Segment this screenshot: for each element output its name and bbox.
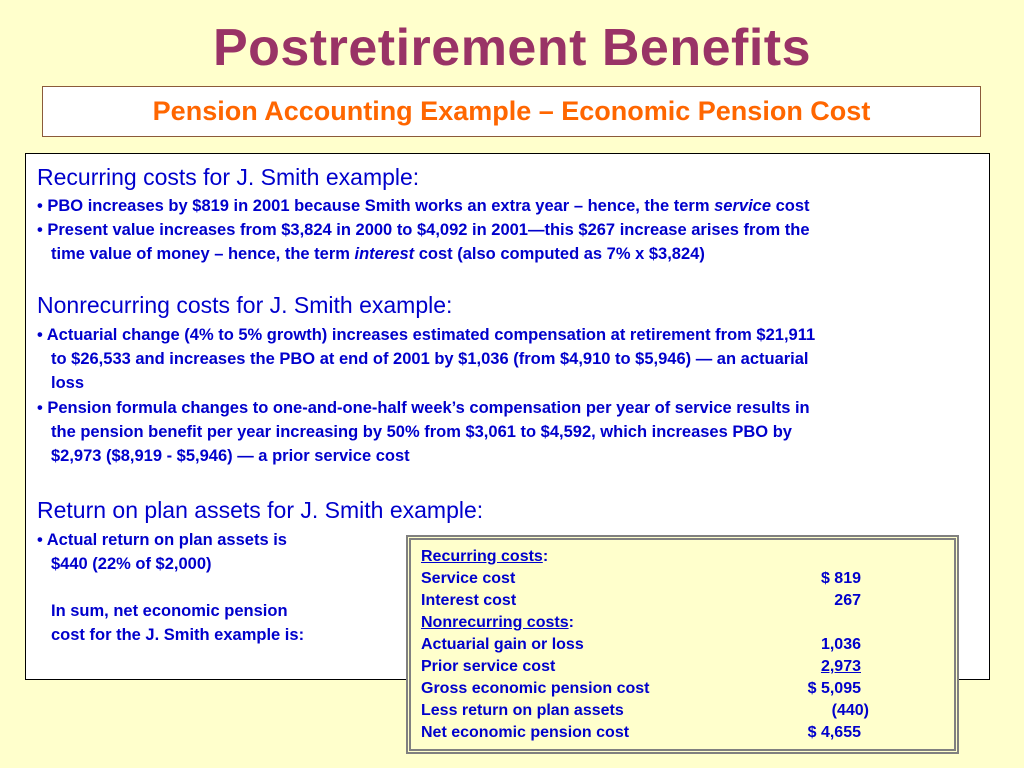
row-value: 267 bbox=[834, 592, 861, 609]
subtitle-box bbox=[42, 86, 981, 137]
table-row bbox=[421, 570, 861, 592]
recurring-bullet-1-text: • PBO increases by $819 in 2001 because Smith works an extra year – hence, the term bbox=[37, 197, 715, 215]
recurring-bullet-2-cont bbox=[51, 242, 705, 266]
return-heading: Return on plan assets for J. Smith example: bbox=[37, 497, 484, 523]
table-row bbox=[421, 592, 861, 614]
recurring-bullet-1-tail: cost bbox=[771, 197, 810, 215]
recurring-bullet-2-tail: cost (also computed as 7% x $3,824) bbox=[414, 245, 705, 263]
row-value: $ 5,095 bbox=[807, 680, 861, 697]
table-row bbox=[421, 724, 861, 746]
row-label: Gross economic pension cost bbox=[421, 680, 650, 697]
return-line-1: • Actual return on plan assets is bbox=[37, 531, 287, 549]
row-label: Prior service cost bbox=[421, 658, 556, 675]
row-label: Less return on plan assets bbox=[421, 702, 624, 719]
nonrecurring-bullet-1-l3: loss bbox=[51, 374, 85, 392]
cost-summary-table bbox=[406, 535, 959, 754]
recurring-bullet-2: • Present value increases from $3,824 in 2000 to $4,092 in 2001—this $267 increase arises from the bbox=[37, 221, 810, 239]
row-value: 2,973 bbox=[820, 658, 861, 675]
table-row-nonrecurring-header bbox=[421, 614, 861, 636]
row-value bbox=[820, 702, 869, 720]
return-line-2: $440 (22% of $2,000) bbox=[51, 555, 212, 573]
table-header: Recurring costs: bbox=[421, 548, 549, 565]
table-row bbox=[421, 702, 869, 724]
row-value: $ 4,655 bbox=[807, 724, 861, 741]
table-header: Nonrecurring costs: bbox=[421, 614, 574, 631]
slide-subtitle: Pension Accounting Example – Economic Pension Cost bbox=[152, 96, 871, 126]
nonrecurring-bullet-1-l2: to $26,533 and increases the PBO at end of 2001 by $1,036 (from $4,910 to $5,946) — an actuarial bbox=[51, 350, 809, 368]
table-row bbox=[421, 680, 861, 702]
table-row bbox=[421, 658, 861, 680]
recurring-bullet-1 bbox=[37, 194, 810, 218]
slide-title: Postretirement Benefits bbox=[212, 19, 812, 77]
recurring-bullet-2-text: time value of money – hence, the term bbox=[51, 245, 355, 263]
row-value: $ 819 bbox=[820, 570, 861, 587]
table-row bbox=[421, 636, 861, 658]
row-value: 1,036 bbox=[820, 636, 861, 653]
row-label: Actuarial gain or loss bbox=[421, 636, 584, 653]
summary-line-1: In sum, net economic pension bbox=[51, 602, 288, 620]
nonrecurring-header-text: Nonrecurring costs bbox=[421, 614, 569, 631]
row-label: Interest cost bbox=[421, 592, 517, 609]
nonrecurring-bullet-1-l1: • Actuarial change (4% to 5% growth) increases estimated compensation at retirement from $21,911 bbox=[37, 326, 816, 344]
table-row-recurring-header bbox=[421, 548, 861, 570]
nonrecurring-bullet-2-l3: $2,973 ($8,919 - $5,946) — a prior service cost bbox=[51, 447, 410, 465]
recurring-bullet-2-emphasis: interest bbox=[354, 245, 415, 263]
row-value-text: (440) bbox=[831, 702, 869, 719]
row-label: Service cost bbox=[421, 570, 516, 587]
recurring-heading: Recurring costs for J. Smith example: bbox=[37, 164, 420, 190]
recurring-header-text: Recurring costs bbox=[421, 548, 543, 565]
row-label: Net economic pension cost bbox=[421, 724, 630, 741]
recurring-bullet-1-emphasis: service bbox=[714, 197, 772, 215]
nonrecurring-heading: Nonrecurring costs for J. Smith example: bbox=[37, 292, 453, 318]
summary-line-2: cost for the J. Smith example is: bbox=[51, 626, 305, 644]
nonrecurring-bullet-2-l1: • Pension formula changes to one-and-one-half week’s compensation per year of service results in bbox=[37, 399, 810, 417]
nonrecurring-bullet-2-l2: the pension benefit per year increasing by 50% from $3,061 to $4,592, which increases PBO by bbox=[51, 423, 792, 441]
